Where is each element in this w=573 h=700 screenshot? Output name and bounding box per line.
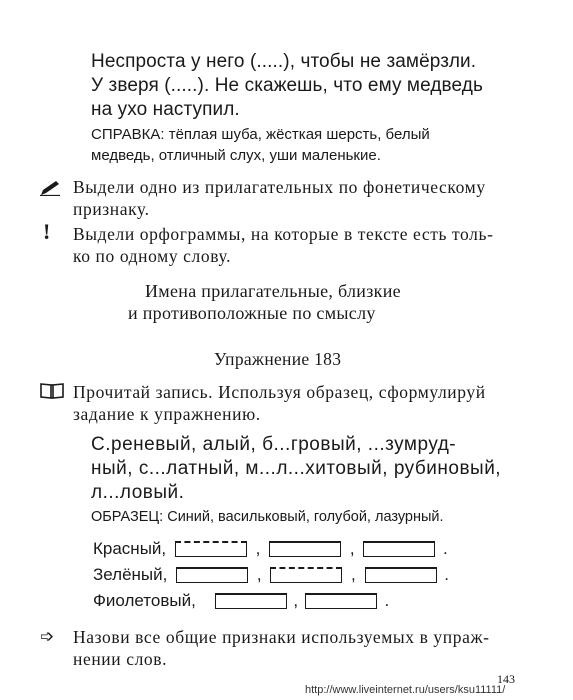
row-label: Зелёный, bbox=[93, 565, 168, 584]
watermark-url: http://www.liveinternet.ru/users/ksu11111/ bbox=[305, 684, 506, 696]
sample-line: ОБРАЗЕЦ: Синий, васильковый, голубой, лазурный. bbox=[91, 509, 444, 525]
answer-box[interactable] bbox=[175, 541, 247, 557]
task-arrow-line-2: нении слов. bbox=[73, 649, 168, 669]
answer-box[interactable] bbox=[270, 567, 342, 583]
section-title-line-1: Имена прилагательные, близкие bbox=[145, 281, 401, 301]
separator: , bbox=[351, 565, 356, 584]
separator: , bbox=[293, 591, 299, 610]
answer-box[interactable] bbox=[305, 593, 377, 609]
answer-box[interactable] bbox=[176, 567, 248, 583]
row-label: Красный, bbox=[93, 539, 167, 558]
row-label: Фиолетовый, bbox=[93, 591, 196, 610]
reference-line-2: медведь, отличный слух, уши маленькие. bbox=[91, 147, 381, 164]
words-line-3: л...ловый. bbox=[91, 482, 185, 503]
answer-row-green bbox=[93, 564, 449, 586]
answer-row-red bbox=[93, 538, 448, 560]
separator: , bbox=[349, 539, 355, 558]
separator: , bbox=[256, 565, 262, 584]
poem-line-1: Неспроста у него (.....), чтобы не замёрзли. bbox=[91, 51, 477, 72]
row-end: . bbox=[444, 565, 449, 584]
row-end: . bbox=[443, 539, 448, 558]
section-title-line-2: и противоположные по смыслу bbox=[128, 303, 376, 323]
task-pencil-line-1: Выдели одно из прилагательных по фонетическому bbox=[73, 177, 486, 197]
poem-line-3: на ухо наступил. bbox=[91, 99, 240, 120]
reference-line-1: СПРАВКА: тёплая шуба, жёсткая шерсть, белый bbox=[91, 126, 430, 143]
task-exclaim-line-1: Выдели орфограммы, на которые в тексте есть толь- bbox=[73, 224, 494, 244]
page-number: 143 bbox=[497, 672, 515, 686]
poem-line-2: У зверя (.....). Не скажешь, что ему медведь bbox=[91, 75, 483, 96]
words-line-2: ный, с...латный, м...л...хитовый, рубиновый, bbox=[91, 458, 502, 479]
answer-row-violet bbox=[93, 590, 389, 612]
exercise-title: Упражнение 183 bbox=[214, 349, 342, 369]
task-book-line-1: Прочитай запись. Используя образец, сформулируй bbox=[73, 382, 486, 402]
arrow-icon: ➩ bbox=[40, 627, 55, 646]
answer-box[interactable] bbox=[365, 567, 437, 583]
task-exclaim-line-2: ко по одному слову. bbox=[73, 246, 232, 266]
row-end: . bbox=[384, 591, 390, 610]
task-book-line-2: задание к упражнению. bbox=[73, 404, 261, 424]
exclamation-icon: ! bbox=[43, 219, 51, 244]
answer-box[interactable] bbox=[269, 541, 341, 557]
book-icon bbox=[39, 382, 65, 404]
words-line-1: С.реневый, алый, б...гровый, ...зумруд- bbox=[91, 434, 457, 455]
pencil-icon bbox=[40, 180, 62, 200]
answer-box[interactable] bbox=[215, 593, 287, 609]
task-arrow-line-1: Назови все общие признаки используемых в упраж- bbox=[73, 627, 490, 647]
separator: , bbox=[255, 539, 261, 558]
answer-box[interactable] bbox=[363, 541, 435, 557]
task-pencil-line-2: признаку. bbox=[73, 199, 150, 219]
